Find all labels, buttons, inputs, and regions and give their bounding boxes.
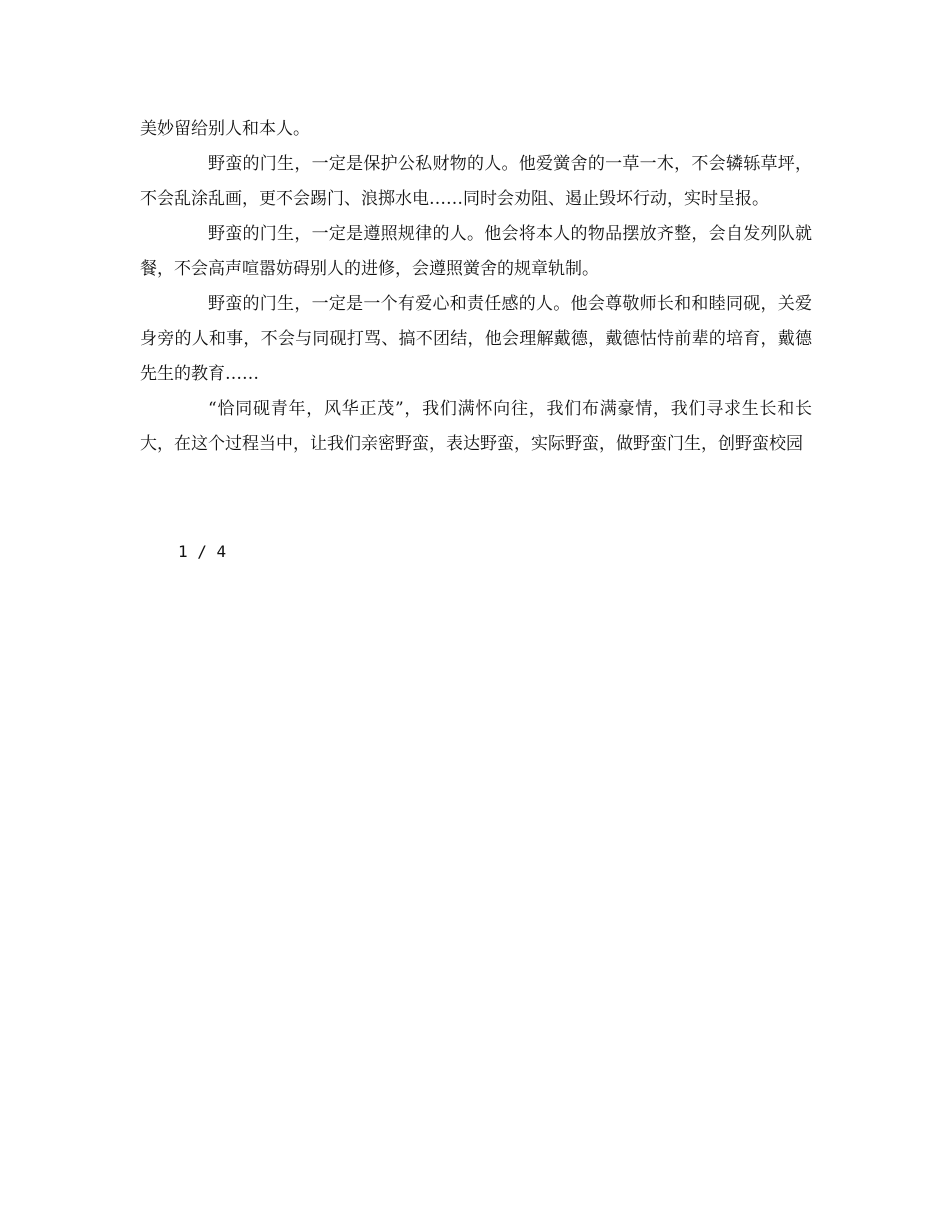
paragraph-5: “恰同砚青年，风华正茂”，我们满怀向往，我们布满豪情，我们寻求生长和长大，在这个过程当中，让我们亲密野蛮，表达野蛮，实际野蛮，做野蛮门生，创野蛮校园	[140, 399, 812, 454]
paragraph-2: 野蛮的门生，一定是保护公私财物的人。他爱黉舍的一草一木，不会辚轹草坪，不会乱涂乱画，更不会踢门、浪掷水电……同时会劝阻、遏止毁坏行动，实时呈报。	[140, 154, 812, 209]
paragraph-3: 野蛮的门生，一定是遵照规律的人。他会将本人的物品摆放齐整，会自发列队就餐，不会高声喧嚣妨碍别人的进修，会遵照黉舍的规章轨制。	[140, 224, 812, 279]
paragraph-4: 野蛮的门生，一定是一个有爱心和责任感的人。他会尊敬师长和和睦同砚，关爱身旁的人和事，不会与同砚打骂、搞不团结，他会理解戴德，戴德怙恃前辈的培育，戴德先生的教育……	[140, 294, 812, 384]
document-body	[140, 112, 812, 462]
paragraph-1: 美妙留给别人和本人。	[140, 119, 310, 139]
page-number: 1 / 4	[178, 542, 227, 561]
